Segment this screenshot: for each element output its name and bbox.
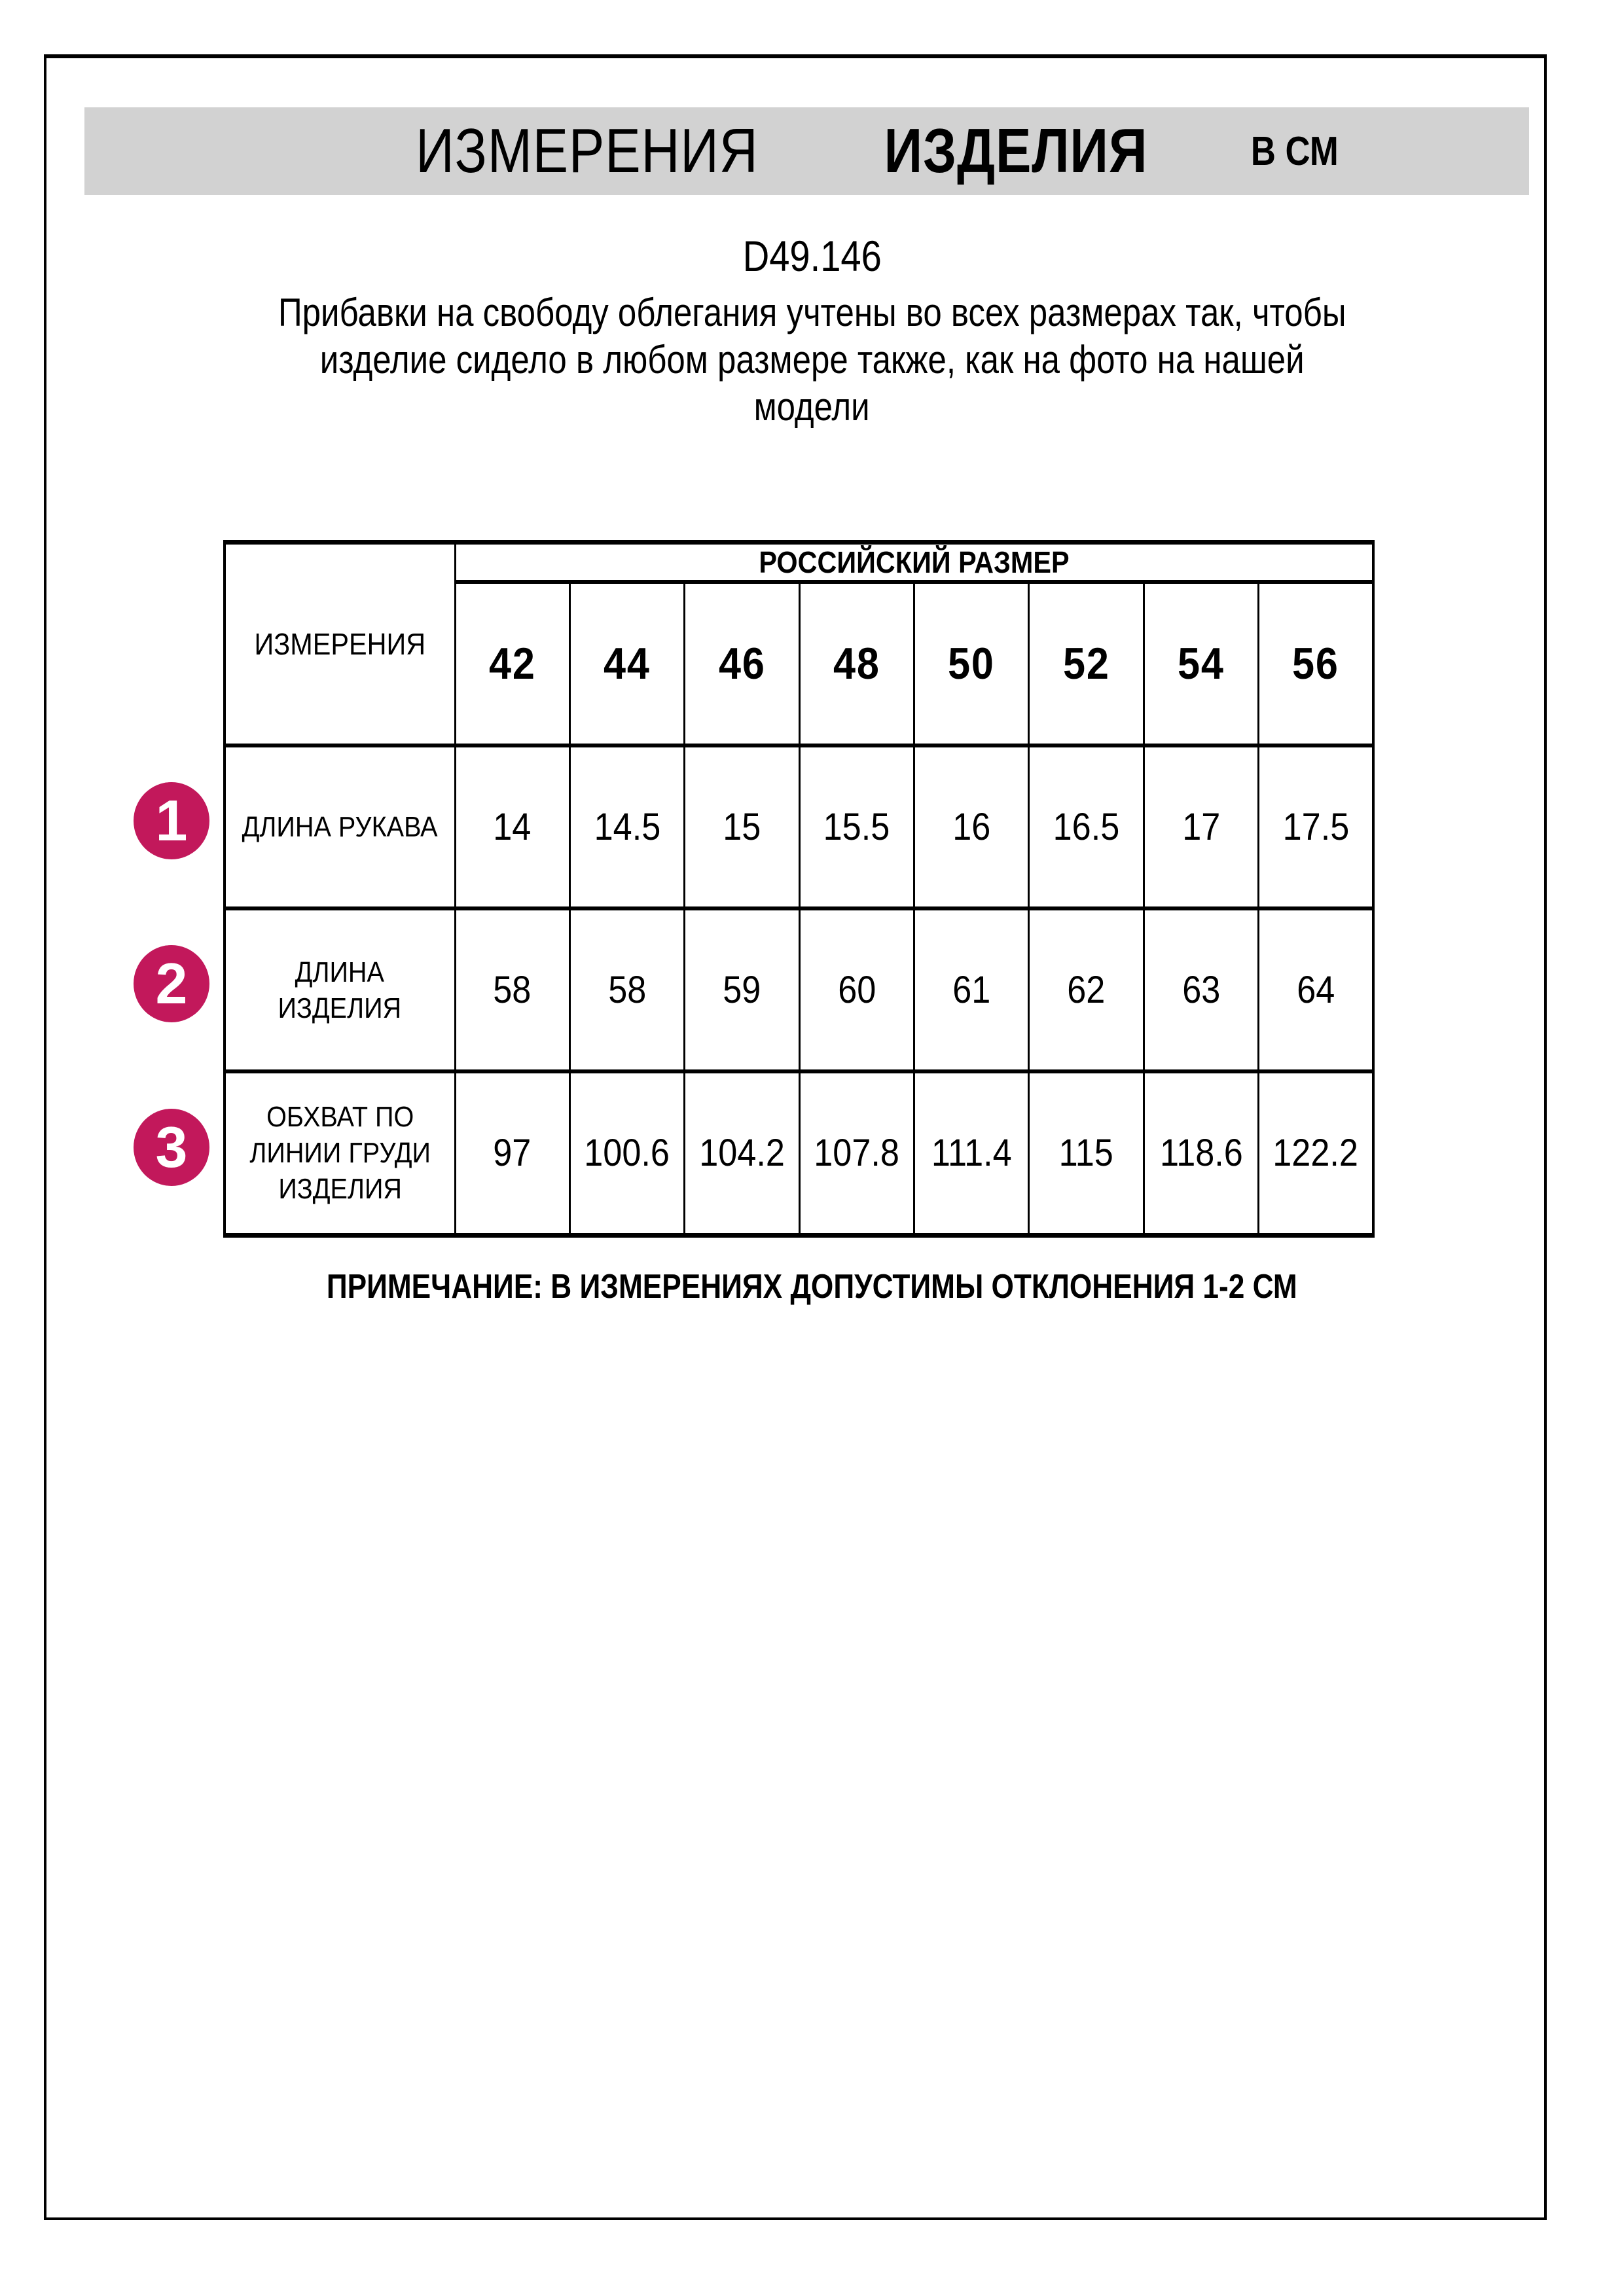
size-header-48: 48 [799,582,914,745]
value-cell: 17.5 [1259,745,1373,908]
value-cell: 62 [1029,908,1144,1071]
table-corner-label: ИЗМЕРЕНИЯ [225,543,455,746]
value-cell: 104.2 [685,1071,799,1235]
value-cell: 58 [569,908,684,1071]
value-cell: 16 [914,745,1029,908]
value-cell: 63 [1144,908,1258,1071]
row-label-chest-girth: ОБХВАТ ПО ЛИНИИ ГРУДИ ИЗДЕЛИЯ [225,1071,455,1235]
value-cell: 115 [1029,1071,1144,1235]
value-cell: 118.6 [1144,1071,1258,1235]
size-table [223,540,1375,1238]
value-cell: 15 [685,745,799,908]
title-measurements: ИЗМЕРЕНИЯ [416,116,759,186]
row-number-badge-1: 1 [134,782,209,859]
size-header-46: 46 [685,582,799,745]
value-cell: 111.4 [914,1071,1029,1235]
size-header-52: 52 [1029,582,1144,745]
size-header-54: 54 [1144,582,1258,745]
row-label-product-length: ДЛИНА ИЗДЕЛИЯ [225,908,455,1071]
size-header-42: 42 [455,582,569,745]
product-code: D49.146 [742,232,882,280]
title-units: В СМ [1250,128,1339,174]
value-cell: 61 [914,908,1029,1071]
value-cell: 64 [1259,908,1373,1071]
size-header-50: 50 [914,582,1029,745]
row-number-badge-2: 2 [134,945,209,1022]
value-cell: 107.8 [799,1071,914,1235]
intro-paragraph [0,289,1624,431]
value-cell: 58 [455,908,569,1071]
size-header-56: 56 [1259,582,1373,745]
value-cell: 14 [455,745,569,908]
note: ПРИМЕЧАНИЕ: В ИЗМЕРЕНИЯХ ДОПУСТИМЫ ОТКЛОНЕНИЯ 1-2 СМ [327,1268,1297,1306]
size-header-44: 44 [569,582,684,745]
row-number-badge-3: 3 [134,1109,209,1186]
table-row-chest-girth [225,1071,1373,1235]
value-cell: 97 [455,1071,569,1235]
intro-line-2: изделие сидело в любом размере также, как на фото на нашей [319,338,1305,382]
value-cell: 17 [1144,745,1258,908]
value-cell: 122.2 [1259,1071,1373,1235]
value-cell: 59 [685,908,799,1071]
title-product: ИЗДЕЛИЯ [884,116,1147,186]
table-row-sleeve-length [225,745,1373,908]
value-cell: 100.6 [569,1071,684,1235]
row-label-sleeve-length: ДЛИНА РУКАВА [225,745,455,908]
value-cell: 15.5 [799,745,914,908]
table-group-header: РОССИЙСКИЙ РАЗМЕР [455,543,1373,583]
title-bar [84,107,1529,195]
table-row-product-length [225,908,1373,1071]
value-cell: 16.5 [1029,745,1144,908]
value-cell: 14.5 [569,745,684,908]
intro-line-3: модели [754,385,870,429]
value-cell: 60 [799,908,914,1071]
group-header-row [225,543,1373,583]
intro-line-1: Прибавки на свободу облегания учтены во всех размерах так, чтобы [278,291,1346,334]
